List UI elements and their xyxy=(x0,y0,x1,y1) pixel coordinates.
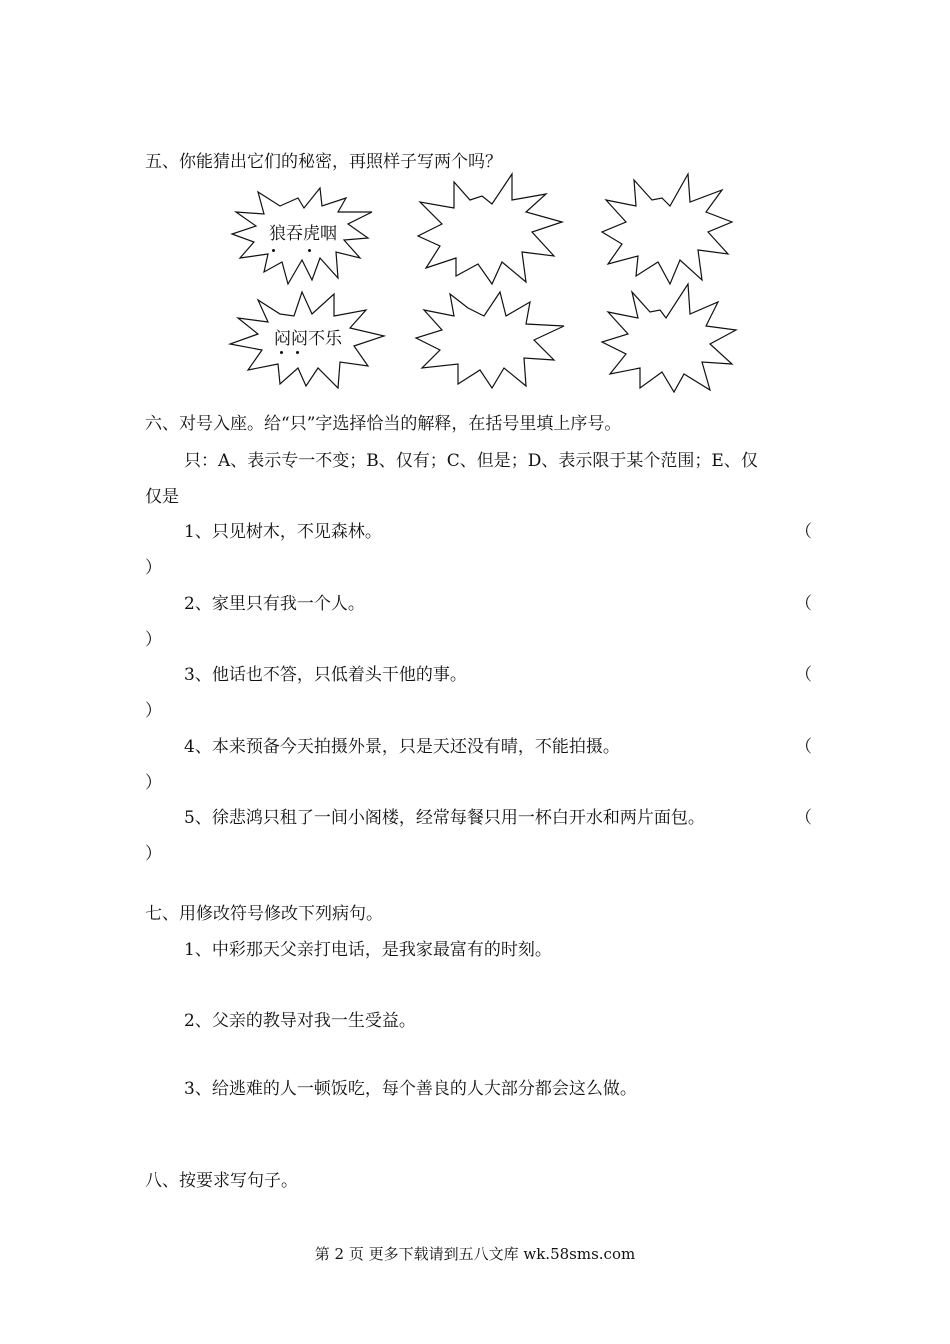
section7-item-3: 3、给逃难的人一顿饭吃，每个善良的人大部分都会这么做。 xyxy=(184,1079,637,1099)
answer-paren-open: （ xyxy=(795,665,812,685)
emphasis-dot xyxy=(296,351,299,354)
star-label-1: 狼吞虎咽 xyxy=(269,224,337,244)
answer-paren-open: （ xyxy=(795,594,812,614)
answer-paren-open: （ xyxy=(795,808,812,828)
definition-line-1: 只：A、表示专一不变；B、仅有；C、但是；D、表示限于某个范围；E、仅 xyxy=(184,451,758,471)
section7-item-1: 1、中彩那天父亲打电话，是我家最富有的时刻。 xyxy=(184,940,552,960)
section6-item-3: 3、他话也不答，只低着头干他的事。 xyxy=(184,665,467,685)
star-burst-4 xyxy=(228,290,388,390)
definition-line-2: 仅是 xyxy=(145,487,179,507)
section5-title: 五、你能猜出它们的秘密，再照样子写两个吗？ xyxy=(145,152,502,172)
answer-paren-close: ） xyxy=(145,844,162,864)
emphasis-dot xyxy=(280,351,283,354)
section6-item-2: 2、家里只有我一个人。 xyxy=(184,594,365,614)
section6-item-1: 1、只见树木，不见森林。 xyxy=(184,522,382,542)
answer-paren-open: （ xyxy=(795,522,812,542)
star-burst-2 xyxy=(414,172,564,287)
section7-title: 七、用修改符号修改下列病句。 xyxy=(145,904,383,924)
star-burst-6 xyxy=(600,282,740,394)
answer-paren-close: ） xyxy=(145,701,162,721)
answer-paren-close: ） xyxy=(145,630,162,650)
section7-item-2: 2、父亲的教导对我一生受益。 xyxy=(184,1011,416,1031)
section6-item-4: 4、本来预备今天拍摄外景，只是天还没有晴，不能拍摄。 xyxy=(184,737,620,757)
answer-paren-open: （ xyxy=(795,737,812,757)
section8-title: 八、按要求写句子。 xyxy=(145,1171,298,1191)
emphasis-dot xyxy=(272,249,275,252)
star-burst-5 xyxy=(414,290,569,390)
star-burst-3 xyxy=(600,172,735,287)
section6-title: 六、对号入座。给“只”字选择恰当的解释，在括号里填上序号。 xyxy=(145,414,622,434)
emphasis-dot xyxy=(308,249,311,252)
answer-paren-close: ） xyxy=(145,558,162,578)
section6-item-5: 5、徐悲鸿只租了一间小阁楼，经常每餐只用一杯白开水和两片面包。 xyxy=(184,808,705,828)
star-burst-1 xyxy=(228,186,378,286)
star-label-4: 闷闷不乐 xyxy=(274,329,342,349)
answer-paren-close: ） xyxy=(145,773,162,793)
page-footer: 第 2 页 更多下载请到五八文库 wk.58sms.com xyxy=(314,1245,636,1263)
